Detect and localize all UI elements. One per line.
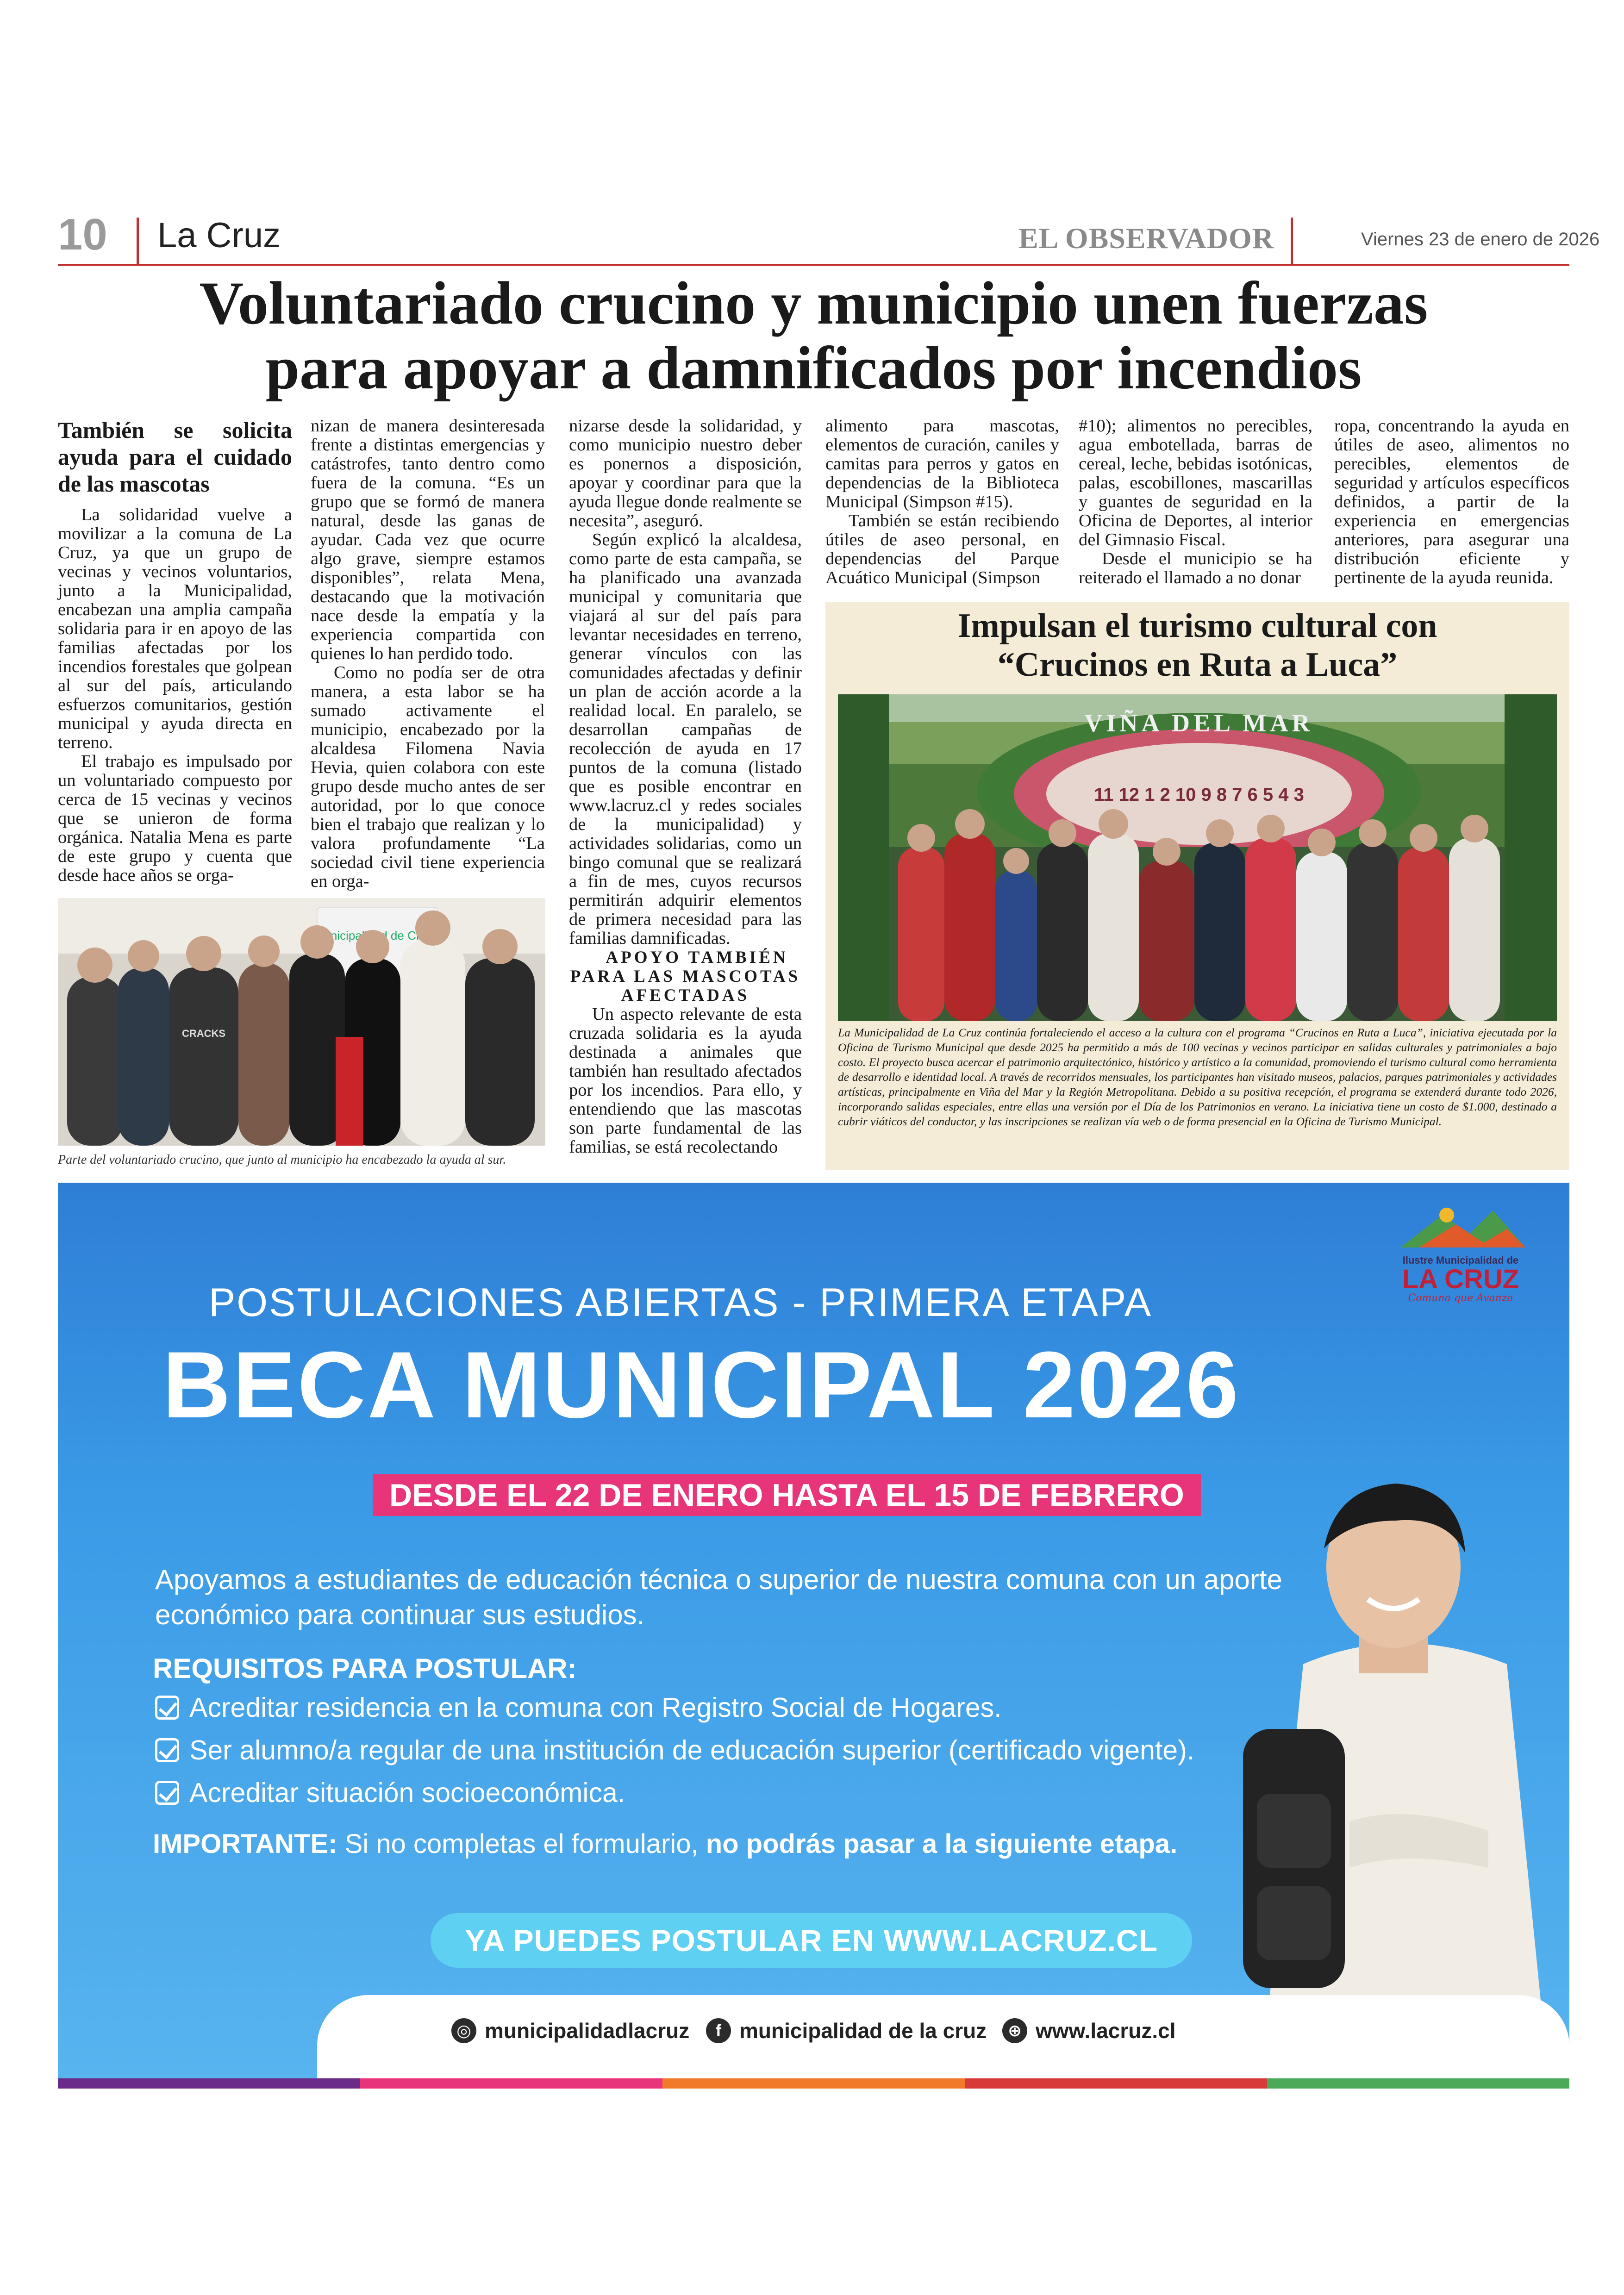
logo-hills-icon xyxy=(1391,1201,1530,1252)
article-subhead: También se solicita ayuda para el cuidado de las mascotas xyxy=(58,417,292,497)
requirement-text: Acreditar residencia en la comuna con Registro Social de Hogares. xyxy=(189,1692,1002,1723)
volunteers-photo-illustration xyxy=(58,898,545,1146)
header-divider-2 xyxy=(1291,218,1293,264)
paragraph: También se están recibiendo útiles de aseo personal, en dependencias del Parque Acuático Municipal (Simpson xyxy=(825,511,1059,587)
newspaper-name: EL OBSERVADOR xyxy=(1018,222,1274,255)
paragraph: La solidaridad vuelve a movilizar a la comuna de La Cruz, ya que un grupo de vecinas y vecinos voluntarios, junto a la Municipalidad, encabezan una amplia campaña solidaria para ir en apoyo de las familias afectadas por los incendios forestales que golpean al sur del país, articulando esfuerzos comunitarios, gestión municipal y ayuda directa en terreno. xyxy=(58,505,292,752)
paragraph: Un aspecto relevante de esta cruzada solidaria es la ayuda destinada a animales que también han resultado afectados por los incendios. Para ello, y entendiendo que las mascotas son parte fundamental de las familias, se está recolectando xyxy=(569,1004,802,1157)
social-instagram[interactable] xyxy=(451,2018,689,2043)
ad-dates-badge: DESDE EL 22 DE ENERO HASTA EL 15 DE FEBRERO xyxy=(373,1474,1201,1516)
requirement-text: Ser alumno/a regular de una institución de educación superior (certificado vigente). xyxy=(189,1735,1195,1765)
clock-digits: 11 12 1 2 10 9 8 7 6 5 4 3 xyxy=(1094,785,1304,805)
header-rule xyxy=(58,264,1569,266)
sidebar-title xyxy=(825,606,1569,684)
headline-line-1: Voluntariado crucino y municipio unen fuerzas xyxy=(199,269,1428,337)
paragraph: Como no podía ser de otra manera, a esta labor se ha sumado activamente el municipio, encabezado por la alcaldesa Filomena Navia Hevia, quien colabora con este grupo desde mucho antes de ser autoridad, por lo que conoce bien el trabajo que realizan y lo valora profundamente “La sociedad civil tiene experiencia en orga- xyxy=(311,663,545,891)
photo-shirt-text: CRACKS xyxy=(181,1028,226,1039)
globe-icon: ⊕ xyxy=(1002,2018,1027,2043)
section-name: La Cruz xyxy=(157,216,281,255)
stripe-segment xyxy=(1267,2078,1569,2089)
article-column-2 xyxy=(311,417,545,891)
headline-line-2: para apoyar a damnificados por incendios xyxy=(265,334,1362,402)
photo-banner-text: municipalidad de xyxy=(313,929,404,942)
requirement-item xyxy=(155,1734,1194,1766)
paragraph: Según explicó la alcaldesa, como parte de esta campaña, se ha planificado una avanzada municipal y comunitaria que viajará al sur del país para levantar necesidades en terreno, generar vínculos con las comunidades afectadas y definir un plan de acción acorde a la realidad local. En paralelo, se desarrollan campañas de recolección de ayuda en 17 puntos de la comuna (listado que es posible encontrar en www.lacruz.cl y redes sociales de la municipalidad) y actividades solidarias, como un bingo comunal que se realizará a fin de mes, cuyos recursos permitirán adquirir elementos de primera necesidad para las familias damnificadas. xyxy=(569,530,802,948)
logo-slogan: Comuna que Avanza xyxy=(1408,1292,1513,1304)
stripe-segment xyxy=(662,2078,965,2089)
checkbox-icon xyxy=(155,1781,179,1805)
paragraph: El trabajo es impulsado por un voluntariado compuesto por cerca de 15 vecinas y vecinos que se unieron de forma orgánica. Natalia Mena es parte de este grupo y cuenta que desde hace años se orga- xyxy=(58,752,292,885)
ad-intro xyxy=(155,1562,1382,1633)
header-divider xyxy=(137,218,139,264)
article-column-1 xyxy=(58,417,292,885)
volunteers-photo xyxy=(58,898,545,1146)
requirement-item xyxy=(155,1692,1002,1723)
student-illustration xyxy=(1229,1470,1569,2078)
checkbox-icon xyxy=(155,1696,179,1720)
ad-intro-line-2: económico para continuar sus estudios. xyxy=(155,1599,645,1630)
column-subheading: APOYO TAMBIÉN PARA LAS MASCOTAS AFECTADAS xyxy=(570,948,801,1005)
facebook-handle: municipalidad de la cruz xyxy=(739,2019,987,2043)
sidebar-caption: La Municipalidad de La Cruz continúa fortaleciendo el acceso a la cultura con el programa “Crucinos en Ruta a Luca”, iniciativa ejecutada por la Oficina de Turismo Municipal que desde 2025 ha permitido a más de 100 vecinas y vecinos participar en salidas culturales y patrimoniales a bajo costo. El proyecto busca acercar el patrimonio arquitectónico, histórico y artístico a la comunidad, promoviendo el turismo cultural como herramienta de desarrollo e identidad local. A través de recorridos mensuales, los participantes han visitado museos, palacios, parques patrimoniales y actividades artísticas, principalmente en Viña del Mar y la Región Metropolitana. Debido a su positiva recepción, el programa se extenderá durante todo 2026, incorporando salidas especiales, entre ellas una versión por el Día de los Patrimonios en verano. La iniciativa tiene un costo de $1.000, destinado a cubrir viáticos del conductor, y las inscripciones se realizan vía web o de forma presencial en la Oficina de Turismo Municipal. xyxy=(838,1026,1557,1128)
facebook-icon: f xyxy=(706,2018,731,2043)
instagram-handle: municipalidadlacruz xyxy=(485,2019,690,2043)
checkbox-icon xyxy=(155,1738,179,1762)
ad-title: BECA MUNICIPAL 2026 xyxy=(162,1332,1241,1438)
flower-clock-group-photo xyxy=(838,694,1557,1021)
important-bold-text: no podrás pasar a la siguiente etapa. xyxy=(706,1829,1178,1859)
ad-requirements-title: REQUISITOS PARA POSTULAR: xyxy=(153,1653,577,1684)
scholarship-ad xyxy=(58,1183,1569,2078)
article-column-3 xyxy=(569,417,802,1157)
important-label: IMPORTANTE: xyxy=(153,1829,337,1859)
apply-cta-button[interactable]: YA PUEDES POSTULAR EN WWW.LACRUZ.CL xyxy=(431,1913,1192,1968)
flower-clock-illustration xyxy=(838,694,1557,1021)
paragraph: alimento para mascotas, elementos de curación, caniles y camitas para perros y gatos en dependencias de la Biblioteca Municipal (Simpson #15). xyxy=(825,416,1059,511)
logo-top-text: Ilustre Municipalidad de xyxy=(1402,1254,1519,1266)
instagram-icon: ◎ xyxy=(451,2018,476,2043)
important-text: Si no completas el formulario, xyxy=(337,1829,706,1859)
issue-date: Viernes 23 de enero de 2026 xyxy=(1361,229,1600,249)
logo-name: LA CRUZ xyxy=(1402,1264,1519,1294)
stripe-segment xyxy=(965,2078,1267,2089)
stripe-segment xyxy=(360,2078,662,2089)
ad-pre-title: POSTULACIONES ABIERTAS - PRIMERA ETAPA xyxy=(208,1280,1153,1325)
sidebar-title-line-2: “Crucinos en Ruta a Luca” xyxy=(997,646,1398,684)
stripe-segment xyxy=(58,2078,360,2089)
paragraph: Desde el municipio se ha reiterado el llamado a no donar xyxy=(1079,549,1312,587)
photo-caption: Parte del voluntariado crucino, que junto al municipio ha encabezado la ayuda al sur. xyxy=(58,1153,506,1167)
ad-color-stripe xyxy=(58,2078,1569,2089)
clock-sign: VIÑA DEL MAR xyxy=(1084,709,1314,737)
article-column-5 xyxy=(1079,417,1312,587)
article-column-6 xyxy=(1334,417,1569,587)
paragraph: nizarse desde la solidaridad, y como municipio nuestro deber es ponernos a disposición, apoyar y coordinar para que la ayuda llegue donde realmente se necesita”, aseguró. xyxy=(569,416,802,530)
paragraph: nizan de manera desinteresada frente a distintas emergencias y catástrofes, tanto dentro como fuera de la comuna. “Es un grupo que se formó de manera natural, desde las ganas de ayudar. Cada vez que ocurre algo grave, siempre estamos disponibles”, relata Mena, destacando que la motivación nace desde la empatía y la experiencia compartida con quienes lo han perdido todo. xyxy=(311,416,545,663)
requirement-item xyxy=(155,1777,625,1809)
page-number: 10 xyxy=(58,210,107,259)
ad-important-note xyxy=(153,1828,1177,1859)
article-headline xyxy=(58,271,1569,400)
paragraph: #10); alimentos no perecibles, agua embotellada, barras de cereal, leche, bebidas isotónicas, palas, escobillones, mascarillas y guantes de seguridad en la Oficina de Deportes, al interior del Gimnasio Fiscal. xyxy=(1079,416,1312,549)
sidebar-title-line-1: Impulsan el turismo cultural con xyxy=(957,607,1437,645)
ad-intro-line-1: Apoyamos a estudiantes de educación técnica o superior de nuestra comuna con un aporte xyxy=(155,1564,1282,1595)
article-column-4 xyxy=(825,417,1059,587)
requirement-text: Acreditar situación socioeconómica. xyxy=(189,1777,625,1808)
social-website[interactable] xyxy=(1002,2018,1176,2043)
social-facebook[interactable] xyxy=(706,2018,987,2043)
paragraph: ropa, concentrando la ayuda en útiles de aseo, alimentos no perecibles, elementos de seguridad y artículos específicos definidos, a partir de la experiencia en emergencias anteriores, para asegurar una distribución eficiente y pertinente de la ayuda reunida. xyxy=(1334,416,1569,587)
municipality-logo xyxy=(1391,1201,1530,1304)
website-url: www.lacruz.cl xyxy=(1036,2019,1176,2043)
